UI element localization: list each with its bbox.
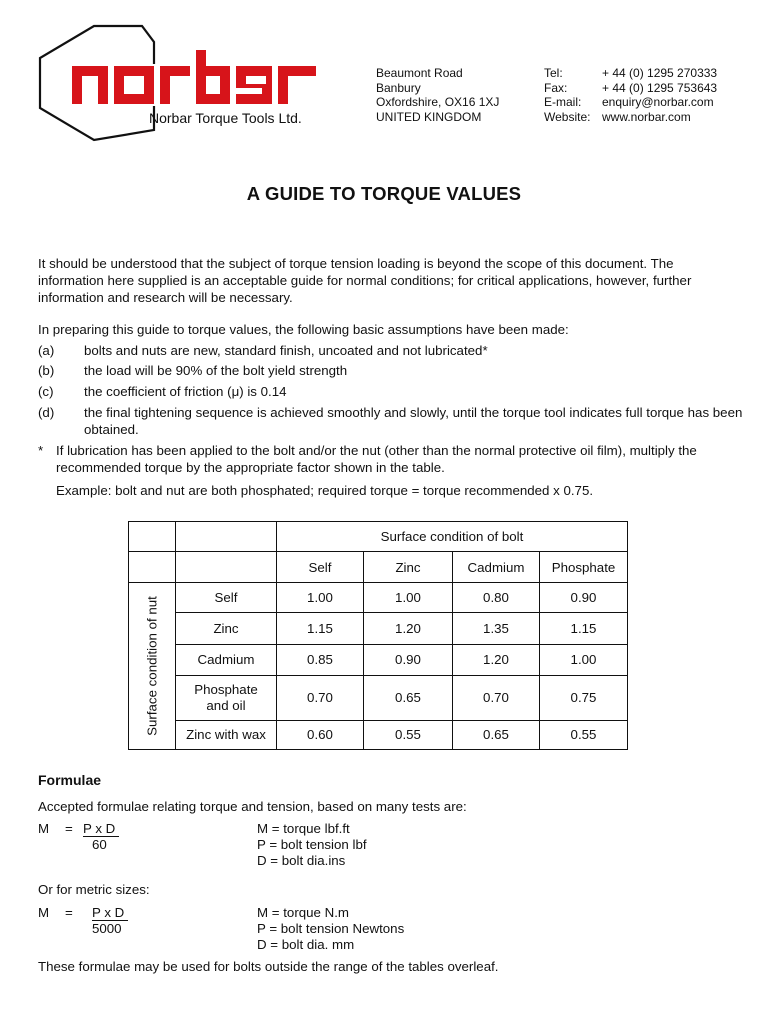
formula-numerator: P x D bbox=[92, 905, 125, 920]
factor-cell: 0.75 bbox=[540, 676, 628, 721]
formula-lhs: M bbox=[38, 821, 50, 836]
formula-definition: D = bolt dia.ins bbox=[257, 853, 346, 868]
factor-cell: 0.70 bbox=[277, 676, 364, 721]
address-line: Banbury bbox=[376, 80, 421, 95]
factor-cell: 0.65 bbox=[364, 676, 453, 721]
factor-cell: 0.85 bbox=[277, 644, 364, 675]
factor-cell: 0.65 bbox=[453, 720, 540, 749]
contact-label: Website: bbox=[544, 109, 591, 124]
assumption-label: (a) bbox=[38, 343, 55, 358]
table-corner-cell bbox=[129, 522, 176, 552]
assumption-label: (c) bbox=[38, 384, 54, 399]
formula-lhs: M bbox=[38, 905, 50, 920]
address-block bbox=[376, 66, 499, 124]
factor-cell: 1.00 bbox=[277, 583, 364, 613]
company-name: Norbar Torque Tools Ltd. bbox=[149, 110, 302, 126]
asterisk-marker: * bbox=[38, 443, 44, 458]
table-row bbox=[129, 720, 628, 749]
assumption-label: (d) bbox=[38, 405, 55, 420]
intro-paragraph: It should be understood that the subject of torque tension loading is beyond the scope of this document. The information here supplied is an acceptable guide for normal conditions; for critical applications, however, further information and research will be necessary. bbox=[38, 256, 692, 305]
formula-denominator: 5000 bbox=[92, 921, 122, 936]
metric-intro: Or for metric sizes: bbox=[38, 882, 150, 897]
row-header: Zinc with wax bbox=[176, 720, 277, 749]
nut-condition-header: Surface condition of nut bbox=[144, 596, 160, 736]
assumption-text: bolts and nuts are new, standard finish, uncoated and not lubricated* bbox=[84, 343, 488, 358]
factor-cell: 1.35 bbox=[453, 613, 540, 644]
formulae-heading: Formulae bbox=[38, 772, 102, 788]
bolt-condition-header: Surface condition of bolt bbox=[277, 522, 628, 552]
factor-cell: 0.55 bbox=[540, 720, 628, 749]
formula-equals: = bbox=[65, 821, 73, 836]
assumption-text: the final tightening sequence is achieved smoothly and slowly, until the torque tool indicates full torque has been obtained. bbox=[84, 405, 743, 437]
address-line: Beaumont Road bbox=[376, 66, 463, 80]
row-header: Self bbox=[176, 583, 277, 613]
contact-label: Fax: bbox=[544, 80, 568, 95]
formula-definition: D = bolt dia. mm bbox=[257, 937, 355, 952]
factor-cell: 1.15 bbox=[540, 613, 628, 644]
row-header bbox=[176, 676, 277, 721]
table-row bbox=[129, 583, 628, 613]
formulae-intro: Accepted formulae relating torque and tension, based on many tests are: bbox=[38, 799, 467, 814]
factor-cell: 1.20 bbox=[364, 613, 453, 644]
factor-cell: 1.20 bbox=[453, 644, 540, 675]
table-row bbox=[129, 644, 628, 675]
column-header: Zinc bbox=[364, 552, 453, 583]
column-header: Self bbox=[277, 552, 364, 583]
factor-cell: 1.00 bbox=[364, 583, 453, 613]
formula-equals: = bbox=[65, 905, 73, 920]
norbar-logo bbox=[32, 22, 324, 144]
email-link[interactable]: enquiry@norbar.com bbox=[602, 95, 714, 109]
column-header: Cadmium bbox=[453, 552, 540, 583]
example-text: Example: bolt and nut are both phosphated; required torque = torque recommended x 0.75. bbox=[56, 483, 594, 498]
address-line: Oxfordshire, OX16 1XJ bbox=[376, 95, 500, 109]
assumption-text: the coefficient of friction (μ) is 0.14 bbox=[84, 384, 287, 399]
formula-definition: P = bolt tension Newtons bbox=[257, 921, 405, 936]
address-line: UNITED KINGDOM bbox=[376, 109, 482, 124]
fax-number: + 44 (0) 1295 753643 bbox=[602, 80, 718, 95]
row-header: Zinc bbox=[176, 613, 277, 644]
row-header: Cadmium bbox=[176, 644, 277, 675]
factor-cell: 0.90 bbox=[364, 644, 453, 675]
table-row bbox=[129, 613, 628, 644]
contact-values bbox=[602, 66, 717, 124]
factor-cell: 0.90 bbox=[540, 583, 628, 613]
factor-cell: 0.55 bbox=[364, 720, 453, 749]
factor-cell: 1.00 bbox=[540, 644, 628, 675]
table-row bbox=[129, 676, 628, 721]
phone-number: + 44 (0) 1295 270333 bbox=[602, 66, 718, 80]
row-header-label: Phosphate and oil bbox=[194, 681, 258, 713]
column-header: Phosphate bbox=[540, 552, 628, 583]
formulae-footer: These formulae may be used for bolts outside the range of the tables overleaf. bbox=[38, 959, 499, 974]
factor-cell: 0.80 bbox=[453, 583, 540, 613]
contact-label: E-mail: bbox=[544, 95, 582, 109]
note-text: If lubrication has been applied to the bolt and/or the nut (other than the normal protective oil film), multiply the recommended torque by the appropriate factor shown in the table. bbox=[56, 443, 697, 475]
lubrication-note bbox=[38, 442, 738, 478]
factor-cell: 1.15 bbox=[277, 613, 364, 644]
formula-definition: M = torque N.m bbox=[257, 905, 350, 920]
formula-definition: M = torque lbf.ft bbox=[257, 821, 350, 836]
formula-numerator: P x D bbox=[83, 821, 116, 836]
assumption-text: the load will be 90% of the bolt yield strength bbox=[84, 363, 348, 378]
nut-condition-header-cell bbox=[129, 583, 176, 750]
lubrication-factor-table bbox=[128, 521, 628, 750]
formula-denominator: 60 bbox=[92, 837, 107, 852]
table-corner-cell bbox=[176, 522, 277, 552]
contact-label: Tel: bbox=[544, 66, 563, 80]
page-title: A GUIDE TO TORQUE VALUES bbox=[246, 183, 522, 204]
assumption-label: (b) bbox=[38, 363, 55, 378]
table-corner-cell bbox=[176, 552, 277, 583]
factor-cell: 0.60 bbox=[277, 720, 364, 749]
table-corner-cell bbox=[129, 552, 176, 583]
assumptions-intro: In preparing this guide to torque values, the following basic assumptions have been made: bbox=[38, 322, 569, 337]
contact-labels bbox=[544, 66, 590, 124]
website-link[interactable]: www.norbar.com bbox=[602, 109, 691, 124]
factor-cell: 0.70 bbox=[453, 676, 540, 721]
formula-definition: P = bolt tension lbf bbox=[257, 837, 367, 852]
